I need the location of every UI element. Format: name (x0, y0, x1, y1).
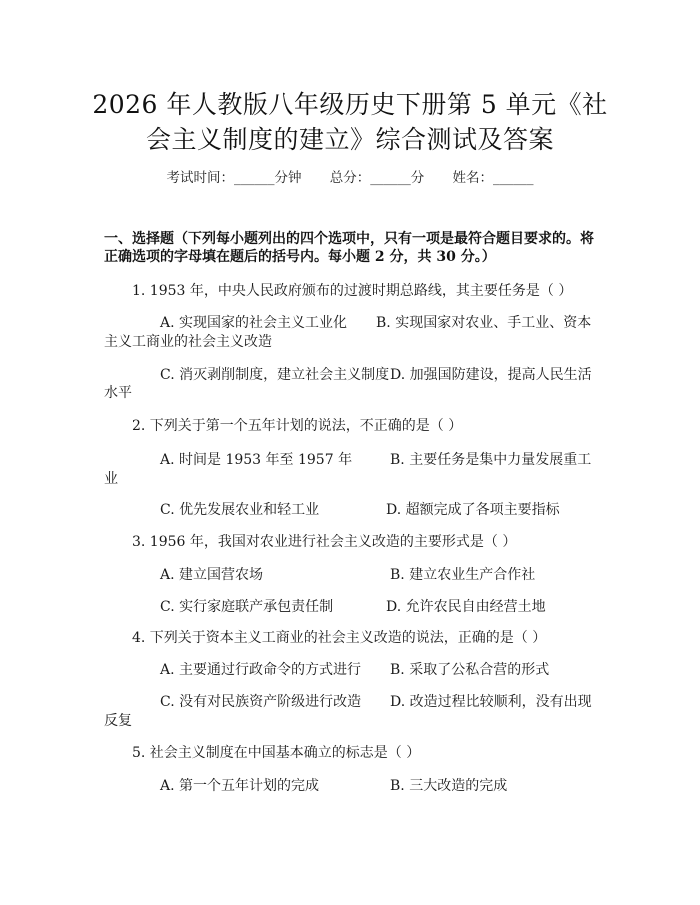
exam-name: 姓名：______ (452, 170, 534, 186)
document-title-line-2: 会主义制度的建立》综合测试及答案 (145, 125, 554, 154)
question-5-stem: 5. 社会主义制度在中国基本确立的标志是（ ） (132, 745, 421, 761)
question-1-option-b-cont: 主义工商业的社会主义改造 (104, 334, 272, 350)
question-1-option-a: A. 实现国家的社会主义工业化 (160, 315, 348, 331)
exam-time: 考试时间：______分钟 (166, 170, 302, 186)
question-2-option-a: A. 时间是 1953 年至 1957 年 (160, 452, 353, 468)
exam-meta (0, 168, 700, 188)
question-2-option-b-cont: 业 (104, 471, 118, 487)
question-3-stem: 3. 1956 年，我国对农业进行社会主义改造的主要形式是（ ） (132, 534, 517, 550)
question-1-option-d-cont: 水平 (104, 385, 132, 401)
question-4-stem: 4. 下列关于资本主义工商业的社会主义改造的说法，正确的是（ ） (132, 630, 547, 646)
question-4-option-a: A. 主要通过行政命令的方式进行 (160, 662, 362, 678)
question-1-option-b: B. 实现国家对农业、手工业、资本 (376, 315, 592, 331)
question-4-option-d-cont: 反复 (104, 713, 132, 729)
question-5-option-b: B. 三大改造的完成 (390, 778, 508, 794)
exam-score: 总分：______分 (329, 170, 425, 186)
question-2-option-c: C. 优先发展农业和轻工业 (160, 502, 320, 518)
question-2-option-b: B. 主要任务是集中力量发展重工 (390, 452, 592, 468)
question-3-option-c: C. 实行家庭联产承包责任制 (160, 599, 334, 615)
question-2-stem: 2. 下列关于第一个五年计划的说法，不正确的是（ ） (132, 418, 463, 434)
section-heading-line-2: 正确选项的字母填在题后的括号内。每小题 2 分，共 30 分。） (104, 249, 496, 265)
question-2-option-d: D. 超额完成了各项主要指标 (386, 502, 560, 518)
question-3-option-a: A. 建立国营农场 (160, 567, 264, 583)
question-1-option-d: D. 加强国防建设，提高人民生活 (390, 367, 592, 383)
question-3-option-d: D. 允许农民自由经营土地 (386, 599, 546, 615)
question-4-option-c: C. 没有对民族资产阶级进行改造 (160, 694, 362, 710)
question-4-option-b: B. 采取了公私合营的形式 (390, 662, 550, 678)
question-4-option-d: D. 改造过程比较顺利，没有出现 (390, 694, 592, 710)
question-1-option-c: C. 消灭剥削制度，建立社会主义制度 (160, 367, 390, 383)
section-heading-line-1: 一、选择题（下列每小题列出的四个选项中，只有一项是最符合题目要求的。将 (104, 231, 594, 247)
question-3-option-b: B. 建立农业生产合作社 (390, 567, 536, 583)
document-title-line-1: 2026 年人教版八年级历史下册第 5 单元《社 (92, 90, 608, 119)
question-5-option-a: A. 第一个五年计划的完成 (160, 778, 320, 794)
question-1-stem: 1. 1953 年，中央人民政府颁布的过渡时期总路线，其主要任务是（ ） (132, 283, 573, 299)
